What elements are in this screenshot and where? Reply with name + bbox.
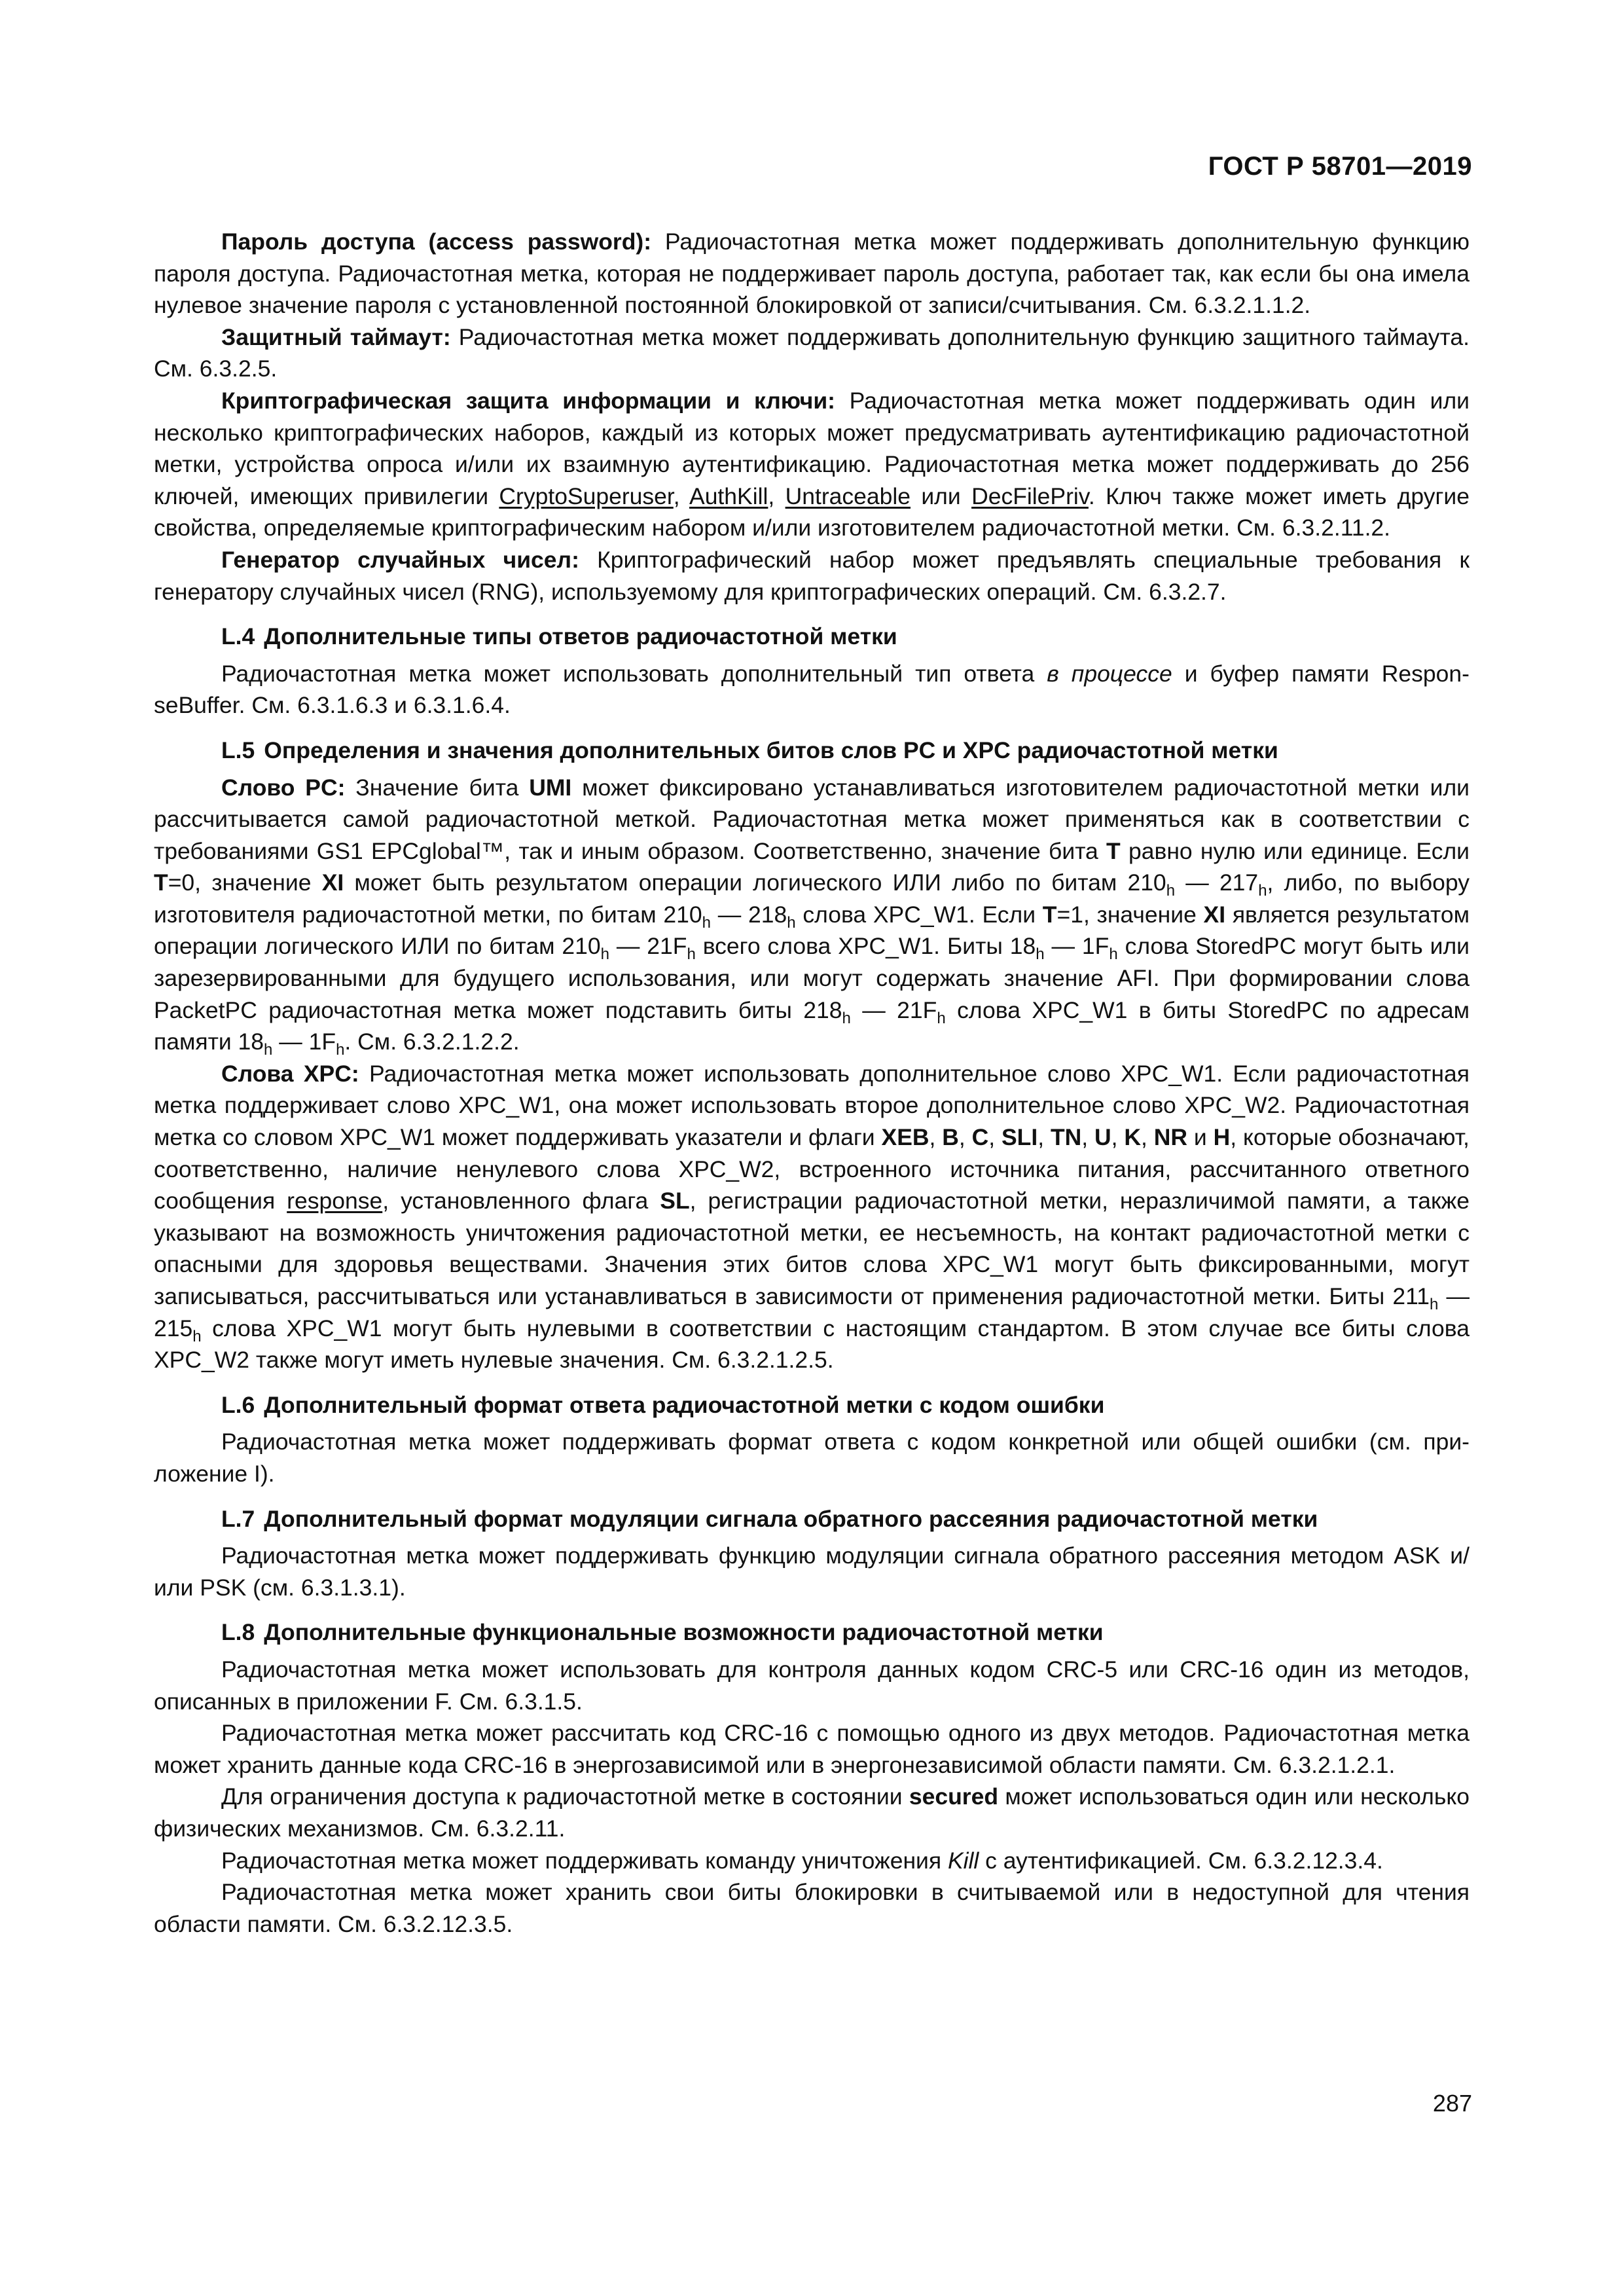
paragraph-crypto: Криптографическая защита информации и ключи: Радиочастотная метка может поддерживать один или несколько криптографических наборов, каждый из которых может предусматривать аутентификацию радиочастотной метки, устройства опроса и/или их взаимную аутентификацию. Радиочастотная метка может поддерживать до 256 ключей, имеющих привилегии CryptoSuperuser, AuthKill, Untraceable или DecFilePriv. Ключ также может иметь другие свойства, определяемые криптографическим набором и/или изготовителем радиочастотной метки. См. 6.3.2.11.2. — [154, 387, 1470, 541]
paragraph-l8-secured: Для ограничения доступа к радиочастотной метке в состоянии secured может использоваться один или несколько физических механизмов. См. 6.3.2.11. — [154, 1783, 1470, 1842]
term-security-timeout: Защитный таймаут: — [221, 323, 451, 350]
term-link-untraceable: Untraceable — [785, 483, 911, 509]
section-heading-l7: L.7 Дополнительный формат модуляции сигнала обратного рассеяния радиочастотной метки — [221, 1505, 1318, 1532]
term-link-authkill: AuthKill — [689, 483, 768, 509]
paragraph-access-password: Пароль доступа (access password): Радиочастотная метка может поддерживать дополнительную функцию пароля доступа. Радиочастотная метка, которая не поддерживает пароль доступа, работает так, как если бы она имела нулевое значение пароля с установленной постоянной блокировкой от записи/считывания. См. 6.3.2.1.1.2. — [154, 228, 1470, 319]
term-link-cryptosuperuser: CryptoSuperuser — [499, 483, 674, 509]
term-link-response: response — [287, 1188, 383, 1214]
paragraph-l8-crc-methods: Радиочастотная метка может использовать для контроля данных кодом CRC-5 или CRC-16 один из методов, описанных в приложении F. См. 6.3.1.5. — [154, 1656, 1470, 1715]
term-xpc-words: Слова XPC: — [221, 1060, 359, 1087]
page-number: 287 — [1432, 2090, 1472, 2117]
paragraph-rng: Генератор случайных чисел: Криптографический набор может предъявлять специальные требования к генератору случайных чисел (RNG), используемому для криптографических операций. См. 6.3.2.7. — [154, 546, 1470, 605]
term-crypto: Криптографическая защита информации и ключи: — [221, 387, 835, 414]
section-heading-l8: L.8 Дополнительные функциональные возможности радиочастотной метки — [221, 1619, 1104, 1646]
document-header: ГОСТ Р 58701—2019 — [1208, 152, 1472, 181]
section-heading-l6: L.6 Дополнительный формат ответа радиочастотной метки с кодом ошибки — [221, 1391, 1105, 1418]
section-heading-l5: L.5 Определения и значения дополнительных битов слов PC и XPC радиочастотной метки — [221, 737, 1278, 763]
paragraph-xpc-words: Слова XPC: Радиочастотная метка может использовать дополнительное слово XPC_W1. Если радиочастотная метка поддерживает слово XPC_W1, она может использовать второе дополнительное слово XPC_W2. Радиочастотная метка со словом XPC_W1 может поддерживать указатели и флаги XEB, B, C, SLI, TN, U, K, NR и H, которые обозначают, соответственно, наличие ненулевого слова XPC_W2, встроенного источника питания, рассчитанного ответного сообщения response, установленного флага SL, регистрации радиочастотной метки, неразличимой памяти, а также указывают на возможность уничтожения радиочастотной метки, ее несъемность, на контакт радиочастотной метки с опасными для здоровья веществами. Значения этих битов слова XPC_W1 могут быть фиксированными, могут записываться, рассчитываться или устанавливаться в зависимости от применения радиочастотной метки. Биты $211_h$ — $215_h$ слова XPC_W1 могут быть нулевыми в соответствии с настоящим стандартом. В этом случае все биты слова XPC_W2 также могут иметь нулевые значения. См. 6.3.2.1.2.5. — [154, 1060, 1470, 1374]
paragraph-security-timeout: Защитный таймаут: Радиочастотная метка может поддерживать дополнительную функцию защитного таймаута. См. 6.3.2.5. — [154, 323, 1470, 382]
term-pc-word: Слово PC: — [221, 774, 346, 801]
term-access-password: Пароль доступа (access password): — [221, 228, 652, 255]
paragraph-pc-word: Слово PC: Значение бита UMI может фиксировано устанавливаться изготовителем радиочастотной метки или рассчитывается самой радиочастотной меткой. Радиочастотная метка может применяться как в соответствии с требованиями GS1 EPCglobal™, так и иным образом. Соответственно, значение бита T равно нулю или единице. Если T=0, значение XI может быть результатом операции логического ИЛИ либо по битам $210_h$ — $217_h$, либо, по выбору изготовителя радиочастотной метки, по битам $210_h$ — $218_h$ слова XPC_W1. Если T=1, значение XI является результатом операции логического ИЛИ по битам $210_h$ — $21F_h$ всего слова XPC_W1. Биты $18_h$ — $1F_h$ слова StoredPC могут быть или зарезервированными для будущего использования, или могут содержать значение AFI. При формировании слова PacketPC радиочастотная метка может подставить биты $218_h$ — $21F_h$ слова XPC_W1 в биты StoredPC по адресам памяти $18_h$ — $1F_h$. См. 6.3.2.1.2.2. — [154, 774, 1470, 1059]
paragraph-l6: Радиочастотная метка может поддерживать формат ответа с кодом конкретной или общей ошибки (см. приложение I). — [154, 1429, 1470, 1487]
paragraph-l8-lock-bits: Радиочастотная метка может хранить свои биты блокировки в считываемой или в недоступной для чтения области памяти. См. 6.3.2.12.3.5. — [154, 1879, 1470, 1937]
section-heading-l4: L.4 Дополнительные типы ответов радиочастотной метки — [221, 623, 897, 650]
paragraph-l7: Радиочастотная метка может поддерживать функцию модуляции сигнала обратного рассеяния методом ASK и/или PSK (см. 6.3.1.3.1). — [154, 1542, 1470, 1601]
paragraph-l4: Радиочастотная метка может использовать дополнительный тип ответа в процессе и буфер памяти ResponseBuffer. См. 6.3.1.6.3 и 6.3.1.6.4. — [154, 660, 1470, 719]
paragraph-l8-crc16: Радиочастотная метка может рассчитать код CRC-16 с помощью одного из двух методов. Радиочастотная метка может хранить данные кода CRC-16 в энергозависимой или в энергонезависимой области памяти. См. 6.3.2.1.2.1. — [154, 1720, 1470, 1778]
term-rng: Генератор случайных чисел: — [221, 546, 579, 573]
term-link-decfilepriv: DecFilePriv — [971, 483, 1089, 509]
paragraph-l8-kill: Радиочастотная метка может поддерживать команду уничтожения Kill с аутентификацией. См. 6.3.2.12.3.4. — [221, 1847, 1383, 1874]
document-body — [154, 226, 1470, 1940]
